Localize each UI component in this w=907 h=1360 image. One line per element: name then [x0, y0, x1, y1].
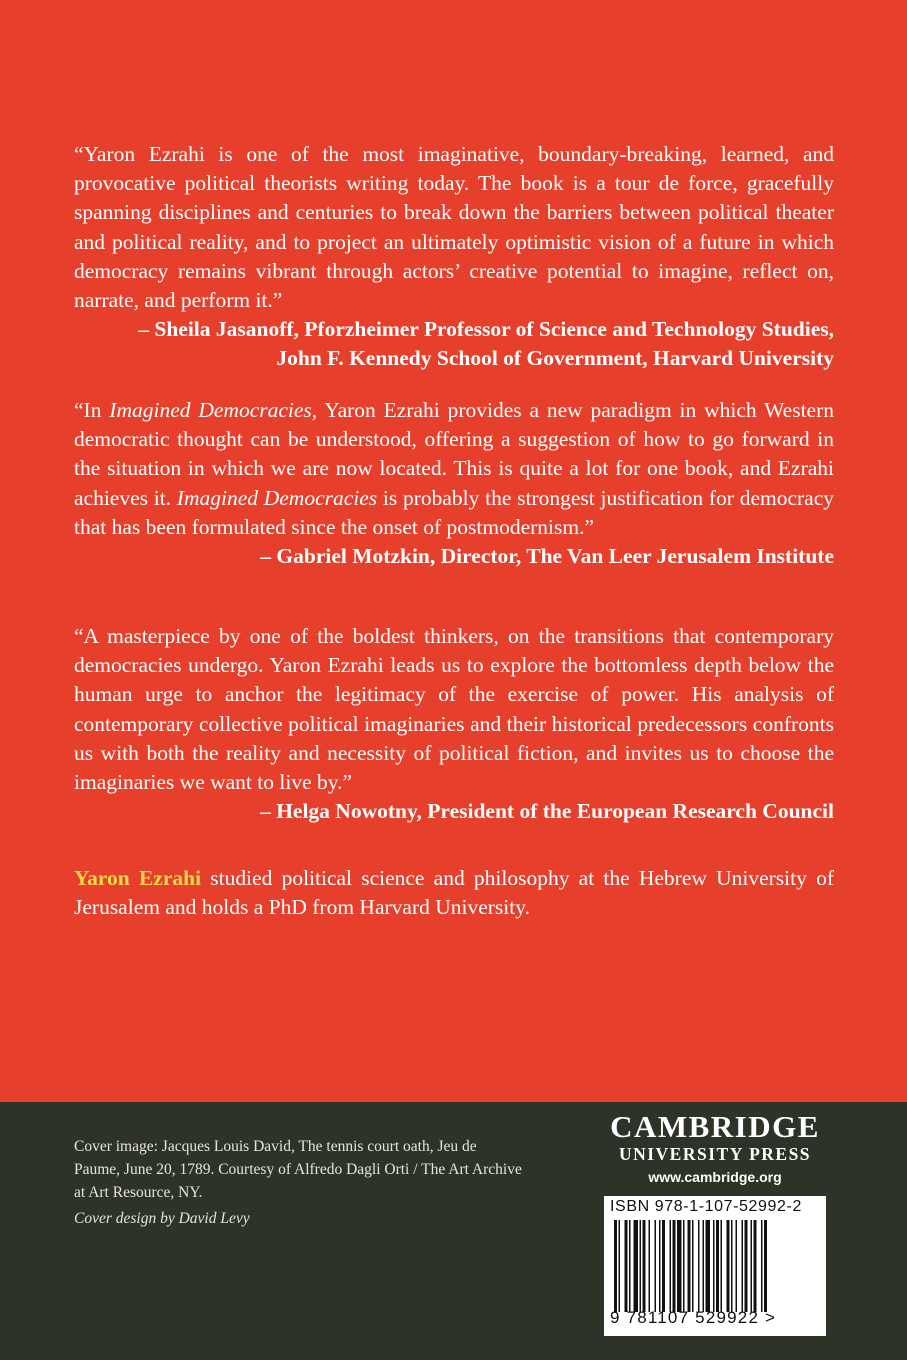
endorsement-quote-1 [74, 140, 834, 374]
isbn-barcode [604, 1196, 826, 1336]
barcode-bar [643, 1220, 646, 1312]
cover-image-credit: Cover image: Jacques Louis David, The tennis court oath, Jeu de Paume, June 20, 1789. Courtesy of Alfredo Dagli Orti / The Art Archive at Art Resource, NY. [74, 1138, 522, 1201]
publisher-logo [604, 1110, 826, 1190]
barcode-bar [670, 1220, 672, 1312]
barcode-bar [754, 1220, 757, 1312]
quote-attribution: – Sheila Jasanoff, Pforzheimer Professor of Science and Technology Studies, [138, 317, 834, 342]
barcode-bar [716, 1220, 719, 1312]
author-bio [74, 864, 834, 922]
quote-text: “Yaron Ezrahi is one of the most imaginative, boundary-breaking, learned, and provocative political theorists writing today. The book is a tour de force, gracefully spanning disciplines and centuries to break down the barriers between political theater and political reality, and to project an ultimately optimistic vision of a future in which democracy remains vibrant through actors’ creative potential to imagine, reflect on, narrate, and perform it.” [74, 142, 834, 313]
barcode-bar [673, 1220, 676, 1312]
quote-text-part: “In [74, 398, 110, 422]
author-name: Yaron Ezrahi [74, 866, 202, 890]
barcode-bar [736, 1220, 738, 1312]
barcode-bar [713, 1220, 715, 1312]
author-bio-text: studied political science and philosophy at the Hebrew University of Jerusalem and holds a PhD from Harvard University. [74, 866, 834, 920]
barcode-bar [761, 1220, 763, 1312]
endorsement-quote-2 [74, 396, 834, 571]
barcode-bar [742, 1220, 744, 1312]
barcode-bar [727, 1220, 730, 1312]
barcode-bar [745, 1220, 748, 1312]
quote-text-part: , Yaron Ezrahi provides a new paradigm in which Western democratic thought can be understood, offering a suggestion of how to go forward in the situation in which we are now located. This is quite a lot for one book, and Ezrahi achieves it. [74, 398, 834, 510]
barcode-bar [640, 1220, 642, 1312]
barcode-bars [610, 1220, 820, 1312]
barcode-bar [659, 1220, 661, 1312]
quote-text: “A masterpiece by one of the boldest thinkers, on the transitions that contemporary democracies undergo. Yaron Ezrahi leads us to explore the bottomless depth below the human urge to anchor the legitimacy of the exercise of power. His analysis of contemporary collective political imaginaries and their historical predecessors confronts us with both the reality and necessity of political fiction, and invites us to choose the imaginaries we want to live by.” [74, 624, 834, 795]
barcode-bar [634, 1220, 639, 1312]
barcode-bar [721, 1220, 723, 1312]
quote-text-part: is probably the strongest justification for democracy that has been formulated since the onset of postmodernism.” [74, 485, 834, 539]
publisher-subtitle: UNIVERSITY PRESS [618, 1144, 812, 1164]
quote-attribution: – Gabriel Motzkin, Director, The Van Leer Jerusalem Institute [260, 544, 834, 569]
barcode-bar [683, 1220, 685, 1312]
barcode-bar [692, 1220, 694, 1312]
barcode-bar [619, 1220, 621, 1312]
isbn-number: ISBN 978-1-107-52992-2 [610, 1198, 802, 1215]
barcode-bar [751, 1220, 753, 1312]
barcode-bar [677, 1220, 682, 1312]
book-title-italic: Imagined Democracies [176, 485, 378, 510]
barcode-bar [629, 1220, 631, 1312]
barcode-bar [764, 1220, 767, 1312]
barcode-bar [614, 1220, 617, 1312]
barcode-bar [731, 1220, 733, 1312]
cover-design-credit: Cover design by David Levy [74, 1210, 250, 1227]
barcode-bar [688, 1220, 691, 1312]
quote-attribution-affiliation: John F. Kennedy School of Government, Harvard University [276, 346, 834, 371]
barcode-digits: 9 781107 529922 > [610, 1308, 777, 1327]
publisher-url: www.cambridge.org [648, 1169, 782, 1185]
quote-attribution: – Helga Nowotny, President of the European Research Council [260, 799, 834, 824]
barcode-bar [625, 1220, 628, 1312]
book-title-italic: Imagined Democracies [109, 398, 312, 422]
endorsement-quote-3 [74, 622, 834, 826]
barcode-bar [706, 1220, 711, 1312]
barcode-bar [698, 1220, 700, 1312]
barcode-bar [662, 1220, 665, 1312]
barcode-bar [703, 1220, 705, 1312]
publisher-name: CAMBRIDGE [610, 1109, 820, 1144]
barcode-bar [649, 1220, 651, 1312]
barcode-bar [655, 1220, 657, 1312]
